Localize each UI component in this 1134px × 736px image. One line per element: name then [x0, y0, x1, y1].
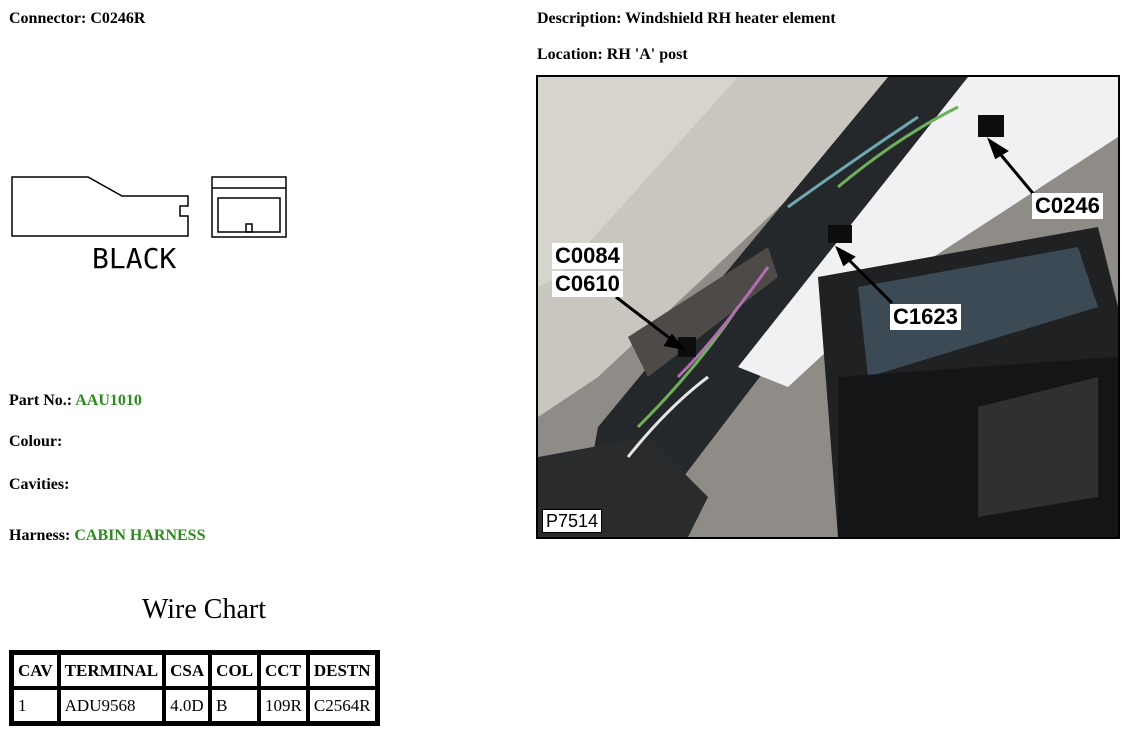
connector-label: Connector:	[9, 10, 87, 27]
harness-label: Harness:	[9, 527, 71, 544]
photo-scene	[538, 77, 1118, 537]
location-field	[537, 46, 688, 64]
location-photo	[536, 75, 1120, 539]
harness-link[interactable]: CABIN HARNESS	[74, 527, 206, 544]
connector-drawing	[10, 172, 292, 276]
cell-csa: 4.0D	[165, 689, 209, 722]
header-cav: CAV	[13, 654, 58, 687]
cell-col: B	[211, 689, 258, 722]
location-label: Location:	[537, 46, 603, 63]
part-number-field	[9, 392, 142, 410]
cell-cct: 109R	[260, 689, 307, 722]
wire-chart-title: Wire Chart	[141, 594, 267, 625]
description-label: Description:	[537, 10, 622, 27]
connector-field	[9, 10, 145, 28]
connector-side-outline	[12, 177, 188, 236]
colour-label: Colour:	[9, 433, 63, 450]
connector-front-socket	[218, 198, 280, 232]
cell-cav: 1	[13, 689, 58, 722]
cavities-label: Cavities:	[9, 476, 70, 493]
description-field	[537, 10, 836, 28]
photo-id-label: P7514	[542, 509, 602, 533]
header-csa: CSA	[165, 654, 209, 687]
connector-front-key	[246, 224, 252, 232]
location-value: RH 'A' post	[606, 46, 688, 63]
header-destn: DESTN	[309, 654, 376, 687]
cell-destn: C2564R	[309, 689, 376, 722]
table-row	[13, 689, 376, 722]
cell-terminal: ADU9568	[60, 689, 164, 722]
header-col: COL	[211, 654, 258, 687]
connector-color-label: BLACK	[92, 242, 177, 275]
cavities-field	[9, 476, 69, 494]
harness-field	[9, 527, 205, 545]
description-value: Windshield RH heater element	[625, 10, 836, 27]
callout-c0610: C0610	[552, 271, 623, 297]
part-number-label: Part No.:	[9, 392, 73, 409]
wire-chart-table	[9, 650, 380, 726]
connector-value: C0246R	[90, 10, 146, 27]
colour-field	[9, 433, 62, 451]
callout-c0246: C0246	[1032, 193, 1103, 219]
connector-front-outline	[212, 177, 286, 237]
callout-c1623: C1623	[890, 304, 961, 330]
part-number-link[interactable]: AAU1010	[75, 392, 142, 409]
header-terminal: TERMINAL	[60, 654, 164, 687]
callout-c0084: C0084	[552, 243, 623, 269]
table-header-row	[13, 654, 376, 687]
header-cct: CCT	[260, 654, 307, 687]
